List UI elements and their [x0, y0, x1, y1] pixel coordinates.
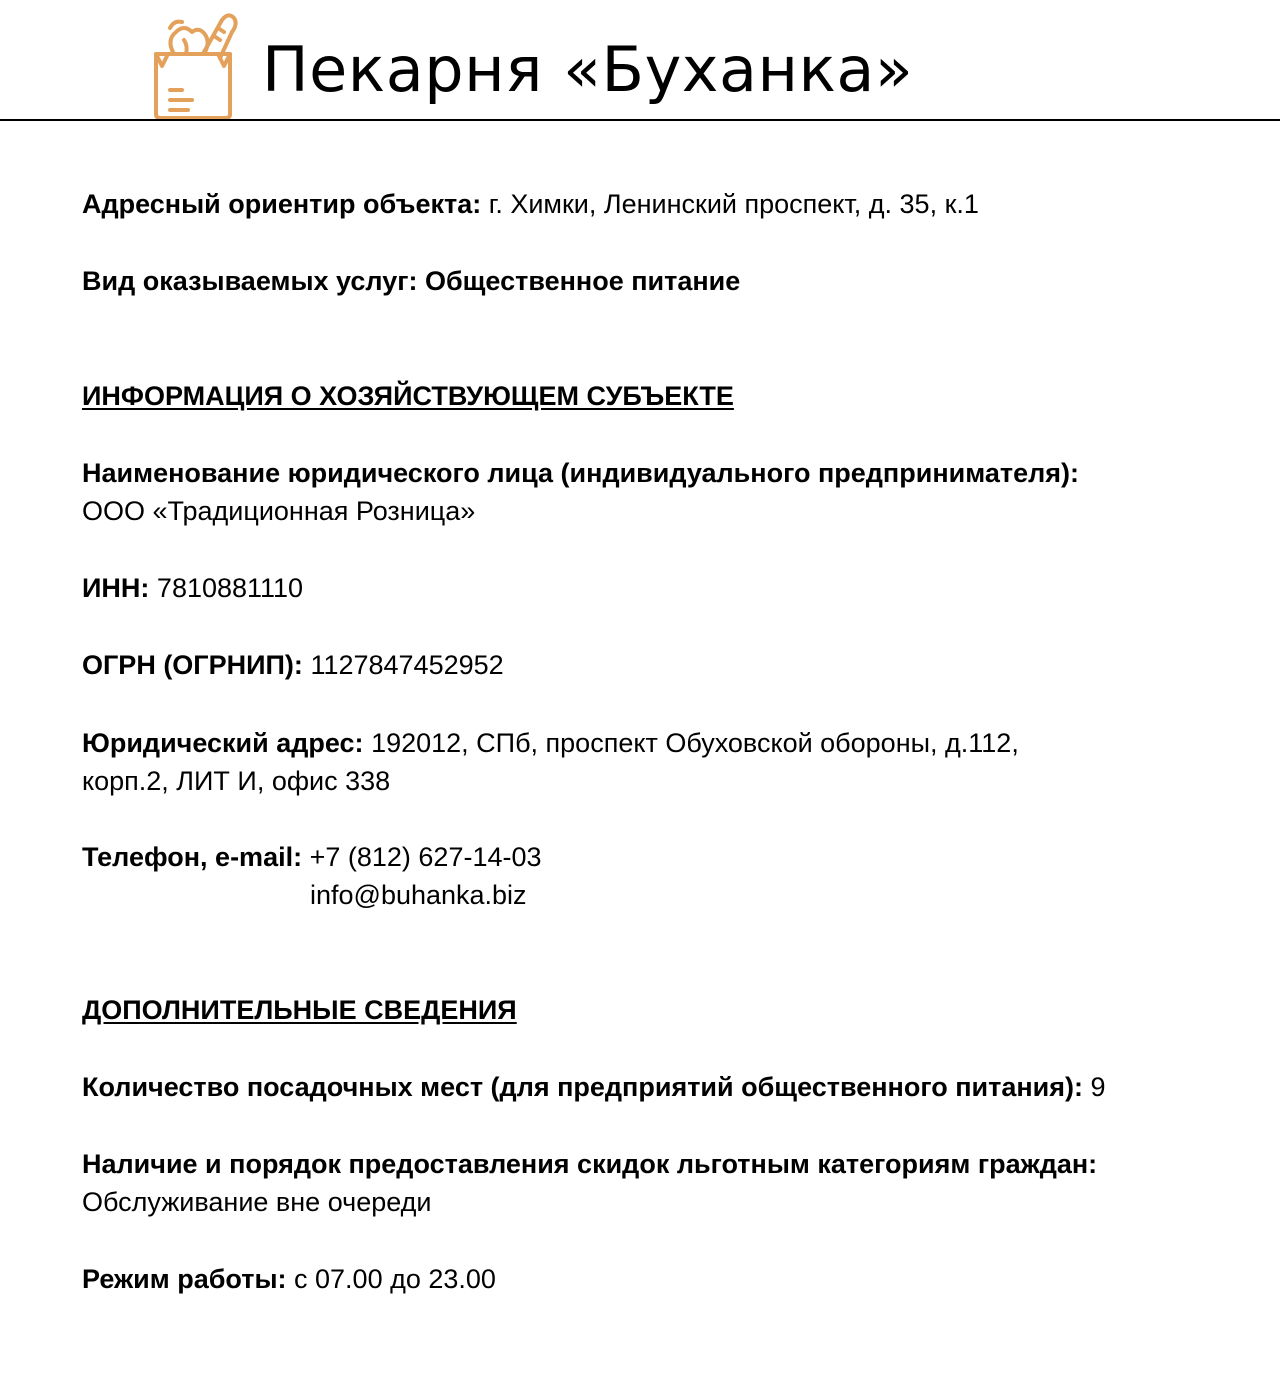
- inn-value: 7810881110: [156, 573, 304, 603]
- legal-address-line2: корп.2, ЛИТ И, офис 338: [82, 766, 391, 796]
- services-label: Вид оказываемых услуг:: [82, 266, 418, 296]
- discounts-label: Наличие и порядок предоставления скидок льготным категориям граждан:: [82, 1149, 1098, 1179]
- bakery-bag-icon: [148, 10, 238, 120]
- services-value: Общественное питание: [424, 266, 741, 296]
- address-label: Адресный ориентир объекта:: [82, 189, 482, 219]
- contacts-row: [82, 838, 542, 876]
- address-value: г. Химки, Ленинский проспект, д. 35, к.1: [488, 189, 979, 219]
- ogrn-label: ОГРН (ОГРНИП):: [82, 650, 303, 680]
- ogrn-row: [82, 646, 504, 684]
- legal-address-label: Юридический адрес:: [82, 728, 364, 758]
- legal-address-row: [82, 724, 1019, 762]
- address-row: [82, 185, 979, 223]
- discounts-value: Обслуживание вне очереди: [82, 1187, 432, 1217]
- phone-value: +7 (812) 627-14-03: [309, 842, 542, 872]
- entity-section-heading: ИНФОРМАЦИЯ О ХОЗЯЙСТВУЮЩЕМ СУБЪЕКТЕ: [82, 381, 734, 411]
- seats-value: 9: [1090, 1072, 1106, 1102]
- page-title: Пекарня «Буханка»: [262, 33, 914, 106]
- hours-label: Режим работы:: [82, 1264, 287, 1294]
- page-header: [0, 0, 1280, 122]
- hours-row: [82, 1260, 496, 1298]
- legal-address-line1: 192012, СПб, проспект Обуховской обороны, д.112,: [371, 728, 1019, 758]
- inn-label: ИНН:: [82, 573, 150, 603]
- inn-row: [82, 569, 303, 607]
- entity-name-value: ООО «Традиционная Розница»: [82, 496, 476, 526]
- contacts-label: Телефон, e-mail:: [82, 842, 303, 872]
- entity-name-label: Наименование юридического лица (индивидуального предпринимателя):: [82, 458, 1079, 488]
- hours-value: с 07.00 до 23.00: [294, 1264, 496, 1294]
- email-value: info@buhanka.biz: [310, 880, 527, 910]
- header-divider: [0, 119, 1280, 121]
- extra-section-heading: ДОПОЛНИТЕЛЬНЫЕ СВЕДЕНИЯ: [82, 995, 517, 1025]
- ogrn-value: 1127847452952: [310, 650, 504, 680]
- services-row: [82, 262, 740, 300]
- seats-label: Количество посадочных мест (для предприятий общественного питания):: [82, 1072, 1084, 1102]
- seats-row: [82, 1068, 1106, 1106]
